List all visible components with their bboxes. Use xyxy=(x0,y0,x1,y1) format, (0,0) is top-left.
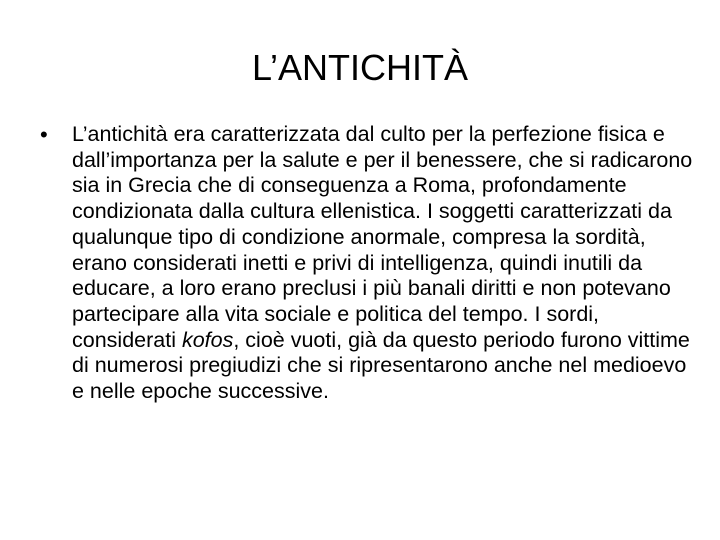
paragraph-text-end: , cioè vuoti, già da questo periodo furono vittime di numerosi pregiudizi che si ripresentarono anche nel medioevo e nelle epoche successive. xyxy=(72,327,690,404)
paragraph-text-start: L’antichità era caratterizzata dal culto per la perfezione fisica e dall’importanza per la salute e per il benessere, che si radicarono sia in Grecia che di conseguenza a Roma, profondamente condizionata dalla cultura ellenistica. I soggetti caratterizzati da qualunque tipo di condizione anormale, compresa la sordità, erano considerati inetti e privi di intelligenza, quindi inutili da educare, a loro erano preclusi i più banali diritti e non potevano partecipare alla vita sociale e politica del tempo. I sordi, considerati xyxy=(72,122,693,352)
slide-content xyxy=(36,122,696,405)
bullet-item xyxy=(36,122,696,405)
bullet-paragraph xyxy=(72,122,696,405)
bullet-icon: • xyxy=(40,122,48,147)
paragraph-italic-term: kofos xyxy=(181,327,234,352)
slide-title: L’ANTICHITÀ xyxy=(251,47,469,88)
